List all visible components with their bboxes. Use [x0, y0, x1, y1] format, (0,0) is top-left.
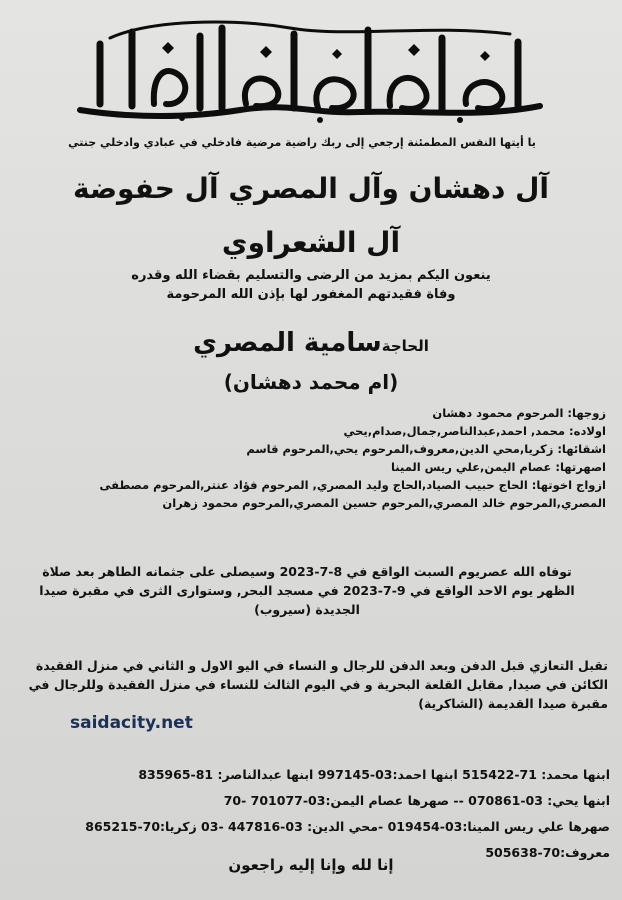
- quran-verse: يا أيتها النفس المطمئنة إرجعي إلى ربك راضية مرضية فادخلي في عبادي وادخلي جنتي: [68, 136, 536, 149]
- family-names: [0, 162, 622, 270]
- announcement-line-2: وفاة فقيدتهم المغفور لها بإذن الله المرحومة: [166, 287, 456, 302]
- phone-line: صهرها علي ريس المينا:03-019454 -محي الدين: 03-447816 -03 زكريا:70-865215: [85, 819, 610, 834]
- deceased-name-line: [0, 328, 622, 358]
- site-watermark: saidacity.net: [70, 713, 193, 733]
- condolence-line: تقبل التعازي قبل الدفن وبعد الدفن للرجال و النساء في اليو الاول و الثاني في منزل الفقيدة: [35, 658, 608, 673]
- condolence-line: الكائن في صيدا, مقابل القلعة البحرية و في اليوم الثالث للنساء في منزل الفقيدة وللرجال في: [28, 677, 608, 692]
- deceased-title: الحاجة: [381, 337, 429, 355]
- relatives-line: زوجها: المرحوم محمود دهشان: [432, 406, 606, 420]
- relatives-line: اولاده: محمد, احمد,عبدالناصر,جمال,صدام,يحي: [343, 424, 606, 438]
- funeral-line: الجديدة (سيروب): [254, 602, 360, 617]
- relatives-line: اشقائها: زكريا,محي الدين,معروف,المرحوم يحي,المرحوم قاسم: [246, 442, 606, 456]
- condolence-details: [8, 656, 608, 713]
- funeral-line: توفاه الله عصريوم السبت الواقع في 8-7-2023 وسيصلى على جثمانه الطاهر بعد صلاة: [42, 564, 572, 579]
- family-names-line-2: آل الشعراوي: [221, 226, 401, 259]
- relatives-line: اصهرتها: عصام اليمن,علي ريس المينا: [390, 460, 606, 474]
- funeral-line: الظهر يوم الاحد الواقع في 9-7-2023 في مسجد البحر, وستوارى الثرى في مقبرة صيدا: [39, 583, 575, 598]
- closing-verse: إنا لله وإنا إليه راجعون: [228, 856, 394, 874]
- announcement: [0, 266, 622, 304]
- relatives-line: ازواج اخوتها: الحاج حبيب الصياد,الحاج وليد المصري, المرحوم فؤاد عنتر,المرحوم مصطفى: [99, 478, 606, 492]
- funeral-details: [12, 562, 602, 619]
- relatives-line: المصري,المرحوم خالد المصري,المرحوم حسين المصري,المرحوم محمود زهران: [162, 496, 606, 510]
- deceased-name: سامية المصري: [193, 328, 382, 358]
- condolence-line: مقبرة صيدا القديمة (الشاكرية): [418, 696, 608, 711]
- phone-line: ابنها محمد: 71-515422 ابنها احمد:03-997145 ابنها عبدالناصر: 81-835965: [138, 767, 610, 782]
- family-names-line-1: آل دهشان وآل المصري آل حفوضة: [73, 172, 549, 205]
- calligraphy-header: [70, 14, 552, 126]
- announcement-line-1: ينعون اليكم بمزيد من الرضى والتسليم بقضاء الله وقدره: [131, 268, 491, 283]
- phone-line: معروف:70-505638: [485, 845, 610, 860]
- phone-line: ابنها يحي: 03-070861 -- صهرها عصام اليمن:03-701077 -70: [223, 793, 610, 808]
- deceased-nickname: (ام محمد دهشان): [223, 370, 399, 394]
- phone-list: [4, 762, 610, 866]
- relatives-list: [10, 404, 606, 512]
